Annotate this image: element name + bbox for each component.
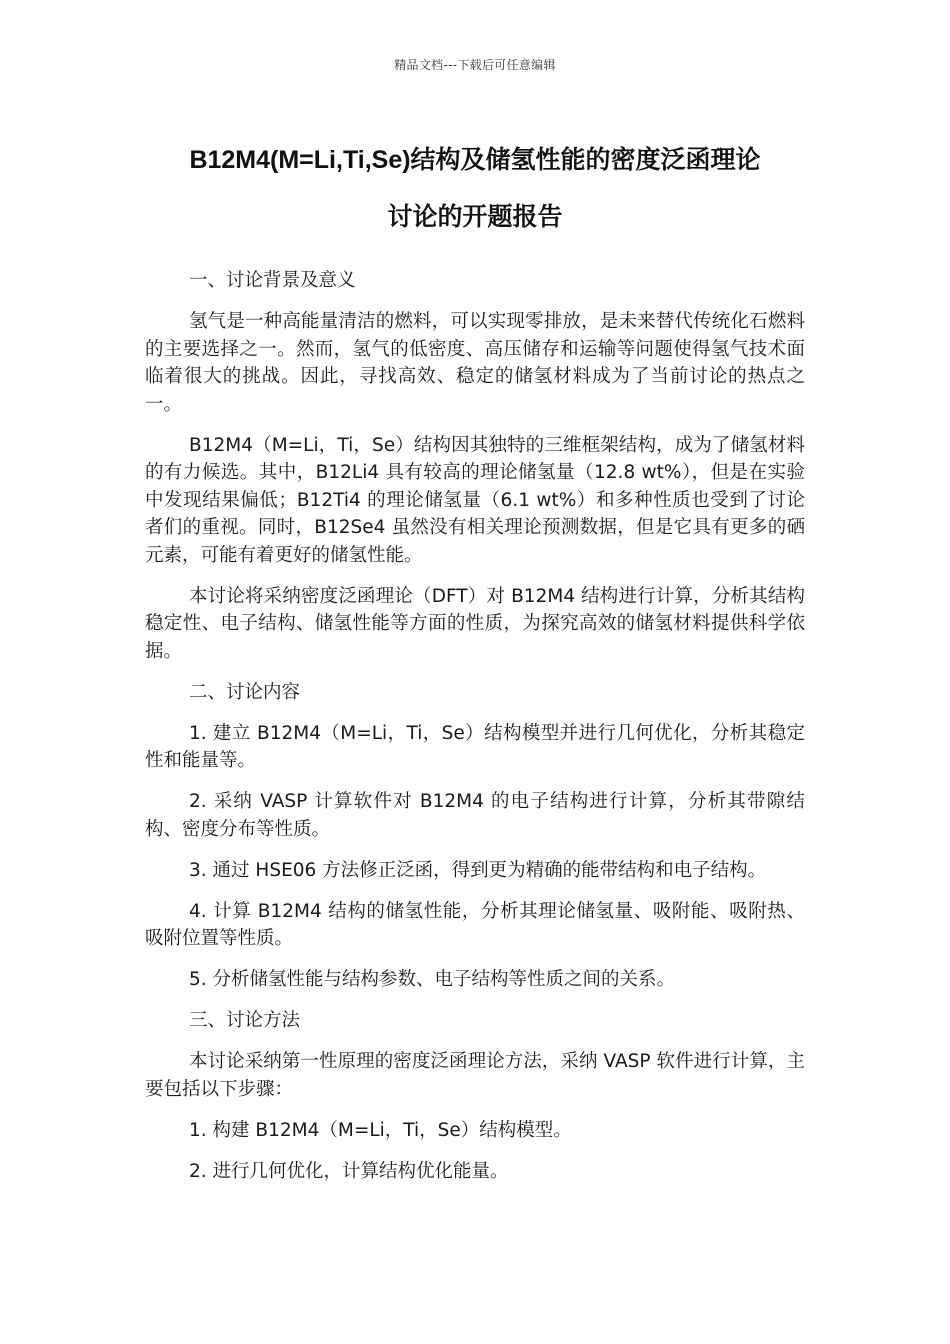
paragraph-b12m4-candidates: B12M4（M=Li，Ti，Se）结构因其独特的三维框架结构，成为了储氢材料的有力候选。其中，B12Li4 具有较高的理论储氢量（12.8 wt%），但是在实验中发现结果偏低；B12Ti4 的理论储氢量（6.1 wt%）和多种性质也受到了讨论者们的重视。同时，B12Se4 虽然没有相关理论预测数据，但是它具有更多的硒元素，可能有着更好的储氢性能。 (145, 434, 805, 566)
paragraph-method-intro: 本讨论采纳第一性原理的密度泛函理论方法，采纳 VASP 软件进行计算，主要包括以下步骤： (145, 1051, 805, 1100)
list-item-content-3: 3. 通过 HSE06 方法修正泛函，得到更为精确的能带结构和电子结构。 (189, 859, 767, 881)
document-title-line-2: 讨论的开题报告 (387, 203, 563, 231)
section-heading-method: 三、讨论方法 (189, 1010, 301, 1031)
list-item-content-1: 1. 建立 B12M4（M=Li，Ti，Se）结构模型并进行几何优化，分析其稳定性和能量等。 (145, 722, 805, 771)
section-heading-background: 一、讨论背景及意义 (189, 270, 356, 291)
page-header: 精品文档---下载后可任意编辑 (394, 58, 556, 72)
list-item-method-2: 2. 进行几何优化，计算结构优化能量。 (189, 1160, 509, 1182)
list-item-content-4: 4. 计算 B12M4 结构的储氢性能，分析其理论储氢量、吸附能、吸附热、吸附位置等性质。 (145, 900, 805, 949)
document-title-line-1: B12M4(M=Li,Ti,Se)结构及储氢性能的密度泛函理论 (189, 146, 761, 174)
paragraph-dft-plan: 本讨论将采纳密度泛函理论（DFT）对 B12M4 结构进行计算，分析其结构稳定性、电子结构、储氢性能等方面的性质，为探究高效的储氢材料提供科学依据。 (145, 585, 805, 662)
paragraph-hydrogen-intro: 氢气是一种高能量清洁的燃料，可以实现零排放，是未来替代传统化石燃料的主要选择之一。然而，氢气的低密度、高压储存和运输等问题使得氢气技术面临着很大的挑战。因此，寻找高效、稳定的储氢材料成为了当前讨论的热点之一。 (145, 311, 805, 415)
section-heading-content: 二、讨论内容 (189, 681, 301, 703)
list-item-content-2: 2. 采纳 VASP 计算软件对 B12M4 的电子结构进行计算，分析其带隙结构、密度分布等性质。 (145, 791, 805, 840)
document-body (145, 267, 805, 1199)
list-item-content-5: 5. 分析储氢性能与结构参数、电子结构等性质之间的关系。 (189, 969, 676, 990)
list-item-method-1: 1. 构建 B12M4（M=Li，Ti，Se）结构模型。 (189, 1119, 572, 1141)
